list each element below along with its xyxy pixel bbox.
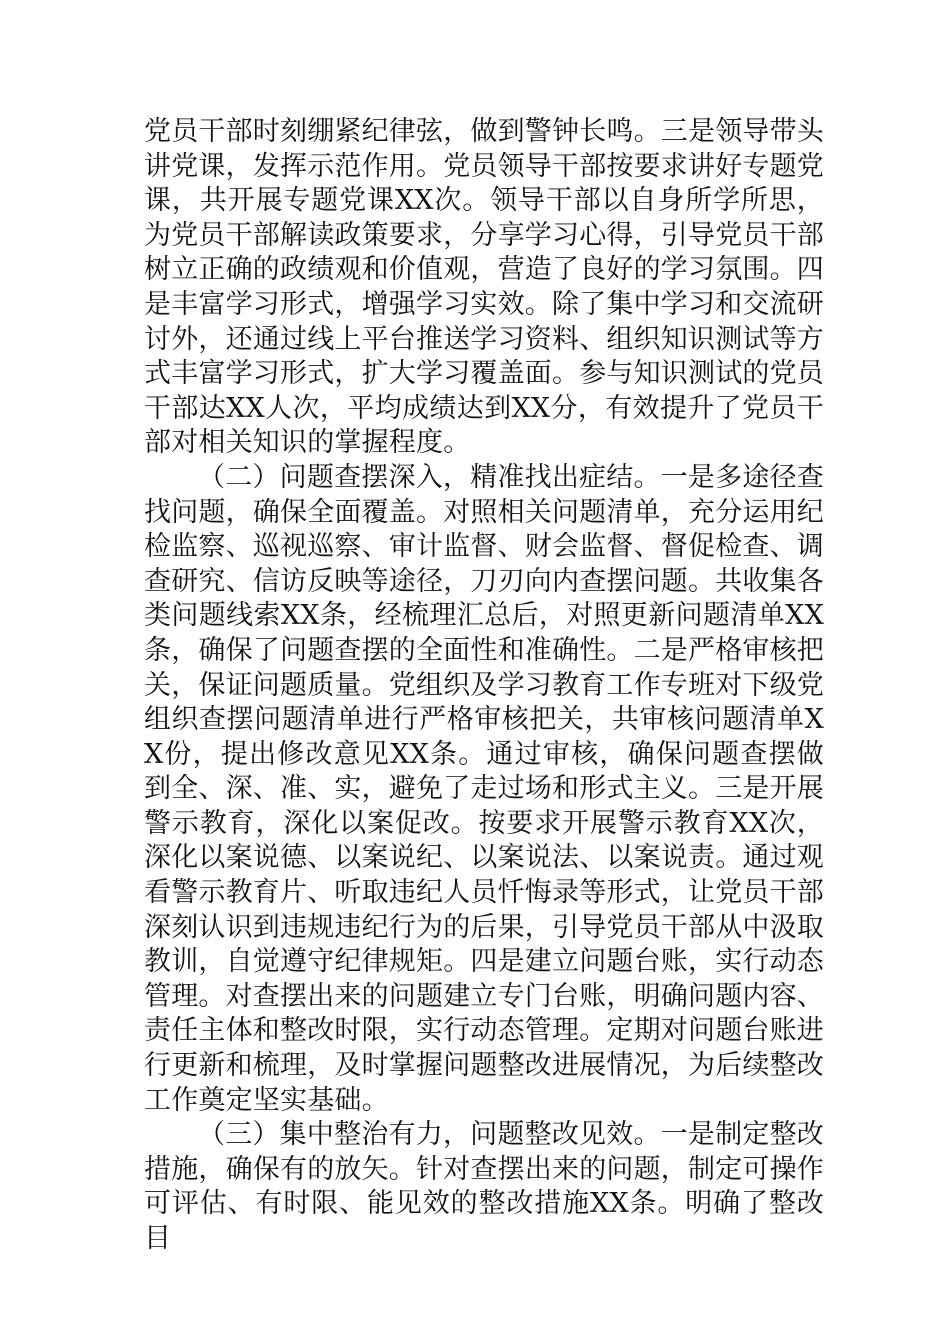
paragraph-1: 党员干部时刻绷紧纪律弦，做到警钟长鸣。三是领导带头讲党课，发挥示范作用。党员领导干部按要求讲好专题党课，共开展专题党课XX次。领导干部以自身所学所思，为党员干部解读政策要求，分享学习心得，引导党员干部树立正确的政绩观和价值观，营造了良好的学习氛围。四是丰富学习形式，增强学习实效。除了集中学习和交流研讨外，还通过线上平台推送学习资料、组织知识测试等方式丰富学习形式，扩大学习覆盖面。参与知识测试的党员干部达XX人次，平均成绩达到XX分，有效提升了党员干部对相关知识的掌握程度。 (144, 116, 824, 459)
paragraph-3: （三）集中整治有力，问题整改见效。一是制定整改措施，确保有的放矢。针对查摆出来的问题，制定可操作可评估、有时限、能见效的整改措施XX条。明确了整改目 (144, 1119, 824, 1254)
document-body (144, 115, 824, 1257)
paragraph-2: （二）问题查摆深入，精准找出症结。一是多途径查找问题，确保全面覆盖。对照相关问题清单，充分运用纪检监察、巡视巡察、审计监督、财会监督、督促检查、调查研究、信访反映等途径，刀刃向内查摆问题。共收集各类问题线索XX条，经梳理汇总后，对照更新问题清单XX条，确保了问题查摆的全面性和准确性。二是严格审核把关，保证问题质量。党组织及学习教育工作专班对下级党组织查摆问题清单进行严格审核把关，共审核问题清单XX份，提出修改意见XX条。通过审核，确保问题查摆做到全、深、准、实，避免了走过场和形式主义。三是开展警示教育，深化以案促改。按要求开展警示教育XX次，深化以案说德、以案说纪、以案说法、以案说责。通过观看警示教育片、听取违纪人员忏悔录等形式，让党员干部深刻认识到违规违纪行为的后果，引导党员干部从中汲取教训，自觉遵守纪律规矩。四是建立问题台账，实行动态管理。对查摆出来的问题建立专门台账，明确问题内容、责任主体和整改时限，实行动态管理。定期对问题台账进行更新和梳理，及时掌握问题整改进展情况，为后续整改工作奠定坚实基础。 (144, 461, 824, 1116)
